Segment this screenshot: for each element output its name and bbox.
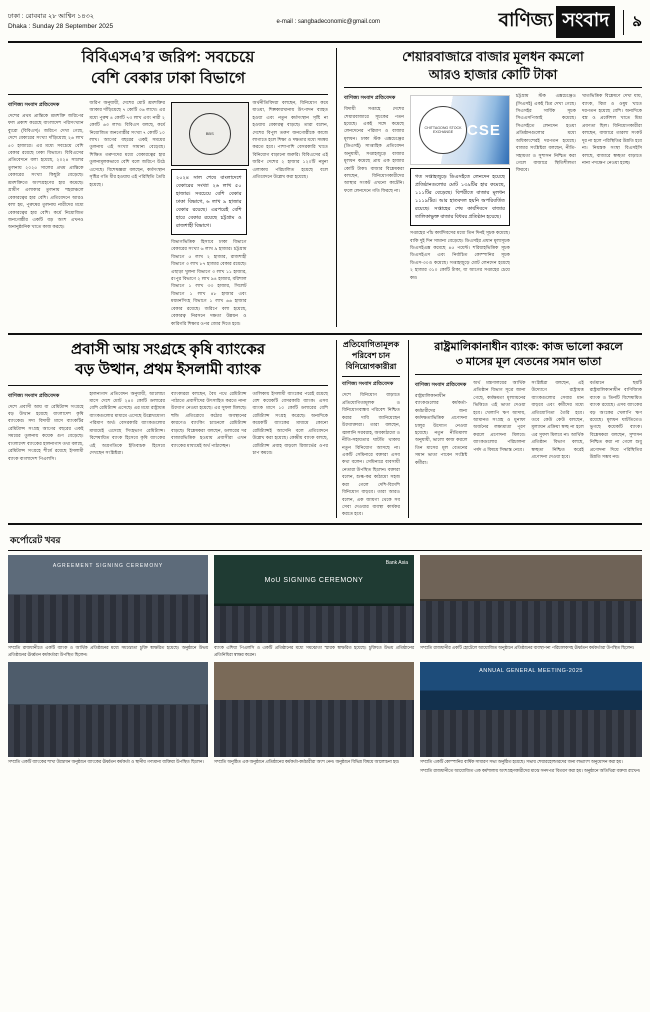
market-body-2: সপ্তাহের পাঁচ কার্যদিবসের মধ্যে তিন দিনই সূচক কমেছে। বাকি দুই দিন সামান্য বেড়েছে। ডিএসইর প্রধান মূল্যসূচক ডিএসইএক্স কমেছে ৪৫ পয়েন্ট। শরিয়াহভিত্তিক সূচক ডিএসইএস এবং নির্বাচিত কোম্পানির সূচক ডিএস-৩০ও কমেছে। সপ্তাহজুড়ে মোট লেনদেন হয়েছে ২ হাজার ৩১০ কোটি টাকা, যা আগের সপ্তাহের চেয়ে কম।: [410, 230, 510, 280]
promotion-headline-line1: প্রতিযোগিতামূলক: [342, 340, 400, 350]
remittance-story: [8, 340, 328, 518]
market-body-4: খাতভিত্তিক বিশ্লেষণে দেখা যায়, ব্যাংক, বিমা ও ওষুধ খাতে দরপতন হয়েছে বেশি। অন্যদিকে বস্ত্র ও প্রকৌশল খাতে মিশ্র প্রবণতা ছিল। বিনিয়োগকারীরা বলছেন, বাজারে তারল্য সংকট দূর না হলে পরিস্থিতির উন্নতি হবে না। নিয়ন্ত্রক সংস্থা বিএসইসি বলছে, বাজারে স্বচ্ছতা বাড়াতে নানা পদক্ষেপ নেওয়া হচ্ছে।: [581, 93, 642, 166]
lead-highlight-box: ২০২৪ সাল শেষে বাংলাদেশে বেকারের সংখ্যা ২৬ লাখ ৫০ হাজার। সবচেয়ে বেশি বেকার ঢাকা বিভাগে, ৬ লাখ ৯ হাজার বেকার রয়েছে। এরপরেই বেশি হারে বেকার রয়েছে চট্টগ্রাম ও রাজশাহী বিভাগে।: [171, 169, 247, 235]
photo-people: [214, 700, 414, 757]
state-bank-story: [408, 340, 642, 518]
corporate-caption-6: সম্প্রতি অনুষ্ঠিত এক অনুষ্ঠানে প্রতিষ্ঠানের কর্মকর্তা-কর্মচারীরা অংশ নেন। অনুষ্ঠানে বিভিন্ন বিষয়ে আলোচনা হয়।: [214, 759, 400, 765]
divider: [8, 385, 328, 386]
market-byline: বাণিজ্য সংবাদ প্রতিবেদক: [344, 95, 396, 102]
remittance-col-4: [253, 390, 329, 463]
remittance-byline: বাণিজ্য সংবাদ প্রতিবেদক: [8, 392, 60, 399]
market-body-1: বিদায়ী সপ্তাহে দেশের শেয়ারবাজারে সূচকের পতন হয়েছে। একই সঙ্গে কমেছে লেনদেনের পরিমাণ ও বাজার মূলধন। ঢাকা স্টক এক্সচেঞ্জের (ডিএসই) সাপ্তাহিক প্রতিবেদন অনুযায়ী, সপ্তাহজুড়ে বাজার মূলধন কমেছে প্রায় এক হাজার কোটি টাকা। বাজার বিশ্লেষকরা বলছেন, বিনিয়োগকারীদের আস্থার সংকট এখনো কাটেনি। ফলে লেনদেনে গতি ফিরছে না।: [344, 106, 405, 193]
corporate-section: [8, 530, 642, 775]
corporate-item-6: [214, 662, 414, 774]
corporate-photo-1: [8, 555, 208, 643]
edition-info: [8, 12, 158, 32]
corporate-item-1: [8, 555, 208, 658]
market-col-3: [516, 92, 576, 281]
state-bank-body-3: সংশ্লিষ্টরা বলছেন, এই উদ্যোগে রাষ্ট্রায়ত্ত ব্যাংকগুলোর সেবার মান বাড়বে এবং কর্মীদের মধ্যে প্রতিযোগিতা তৈরি হবে। তবে কেউ কেউ বলছেন, মূল্যায়ন প্রক্রিয়া স্বচ্ছ না হলে এর সুফল মিলবে না। আর্থিক প্রতিষ্ঠান বিভাগ বলছে, স্বচ্ছতা নিশ্চিত করেই প্রণোদনা দেওয়া হবে।: [531, 379, 584, 460]
market-story: [336, 48, 642, 327]
logo-word-songbad: সংবাদ: [556, 6, 615, 38]
remittance-col-3: [171, 390, 247, 463]
promotion-headline-line2: পরিবেশ চান: [351, 350, 391, 360]
lead-columns: [8, 99, 328, 327]
corporate-caption-4: সম্প্রতি একটি কোম্পানির বার্ষিক সাধারণ সভা অনুষ্ঠিত হয়েছে। সভায় শেয়ারহোল্ডারদের জন্য লভ্যাংশ অনুমোদন করা হয়।: [420, 759, 623, 765]
masthead-logo: [498, 6, 642, 38]
corporate-caption-1: সম্প্রতি রাজধানীতে একটি ব্যাংক ও আর্থিক প্রতিষ্ঠানের মধ্যে সমঝোতা চুক্তি স্বাক্ষরিত হয়েছে। অনুষ্ঠানে উভয় প্রতিষ্ঠানের ঊর্ধ্বতন কর্মকর্তারা উপস্থিত ছিলেন।: [8, 644, 208, 657]
state-bank-columns: [415, 379, 642, 466]
corporate-photo-4: [420, 662, 642, 757]
remittance-col-2: [90, 390, 166, 463]
market-body-3: চট্টগ্রাম স্টক এক্সচেঞ্জেও (সিএসই) একই চিত্র দেখা গেছে। সিএসইর সার্বিক সূচক সিএএসপিআই কমেছে। সিএসইতে লেনদেন হওয়া প্রতিষ্ঠানগুলোর মধ্যে অধিকাংশেরই দরপতন হয়েছে। বাজার সংশ্লিষ্টরা বলছেন, নীতি-সহায়তা ও সুশাসন নিশ্চিত করা গেলে বাজারে স্থিতিশীলতা ফিরবে।: [515, 93, 576, 173]
corporate-photo-2: [214, 555, 414, 643]
remittance-col-1: [8, 390, 84, 463]
bbs-seal-icon: BBS: [189, 113, 231, 155]
remittance-body-1: দেশে প্রবাসী আয় বা রেমিট্যান্স সংগ্রহে বড় উত্থান হয়েছে বাংলাদেশ কৃষি ব্যাংকের। সদ্য বিদায়ী মাসে ব্যাংকটির রেমিট্যান্স সংগ্রহ আগের বছরের একই সময়ের তুলনায় কয়েক গুণ বেড়েছে। বাংলাদেশ ব্যাংকের হালনাগাদ তথ্য বলছে, রেমিট্যান্স সংগ্রহে শীর্ষে রয়েছে ইসলামী ব্যাংক বাংলাদেশ পিএলসি।: [8, 403, 84, 461]
lead-story: [8, 48, 328, 327]
remittance-body-4: তালিকায় ইসলামী ব্যাংকের পরেই রয়েছে বেশ কয়েকটি বেসরকারি ব্যাংক। এসব ব্যাংক মাসে ১০ কোটি ডলারের বেশি রেমিট্যান্স সংগ্রহ করেছে। অন্যদিকে কয়েকটি ব্যাংকের মাধ্যমে কোনো রেমিট্যান্সই আসেনি বলে প্রতিবেদনে উল্লেখ করা হয়েছে। কেন্দ্রীয় ব্যাংক বলছে, রেমিট্যান্স প্রবাহ বাড়লে রিজার্ভের ওপর চাপ কমবে।: [252, 390, 328, 456]
remittance-body-3: ব্যাংকাররা বলছেন, বৈধ পথে রেমিট্যান্স পাঠাতে প্রবাসীদের উৎসাহিত করতে নানা উদ্যোগ নেওয়া হয়েছে। এর সুফল মিলছে। হুন্ডি প্রতিরোধে কঠোর অবস্থানের কারণেও ব্যাংকিং চ্যানেলে রেমিট্যান্স বাড়ছে। বিশ্লেষকরা বলছেন, ডলারের দর বাজারভিত্তিক হওয়ায় প্রবাসীরা এখন ব্যাংকের মাধ্যমেই অর্থ পাঠাচ্ছেন।: [171, 390, 247, 448]
corporate-photo-3: [420, 555, 642, 643]
masthead-email: e-mail : sangbadeconomic@gmail.com: [276, 19, 380, 25]
market-col-1: [344, 92, 404, 281]
state-bank-headline-line2: ৩ মাসের মূল বেতনের সমান ভাতা: [455, 355, 602, 368]
state-bank-col-2: [473, 379, 525, 466]
page-number: ৯: [623, 10, 642, 35]
market-headline-line2: আরও হাজার কোটি টাকা: [428, 66, 558, 82]
corporate-caption-3: সম্প্রতি রাজধানীর একটি হোটেলে আয়োজিত অনুষ্ঠানে প্রতিষ্ঠানের ব্যবস্থাপনা পরিচালকসহ ঊর্ধ্বতন কর্মকর্তারা উপস্থিত ছিলেন।: [420, 644, 635, 650]
promotion-body: দেশে বিনিয়োগ বাড়াতে প্রতিযোগিতামূলক ও বিনিয়োগবান্ধব পরিবেশ নিশ্চিত করার দাবি জানিয়েছেন উদ্যোক্তারা। তারা বলছেন, জ্বালানি সরবরাহ, অবকাঠামো ও নীতি-সহায়তার ঘাটতি থাকায় নতুন বিনিয়োগ আসছে না। একটি সেমিনারে বক্তারা এসব কথা বলেন। সেমিনারে ব্যবসায়ী নেতারা উপস্থিত ছিলেন। বক্তারা বলেন, শুল্ক-কর কাঠামো সহজ করা গেলে দেশি-বিদেশি বিনিয়োগ বাড়বে। তারা আরও বলেন, এক জায়গা থেকে সব সেবা দেওয়ার ব্যবস্থা কার্যকর করতে হবে।: [342, 392, 400, 517]
corporate-photo-4-overlay: ANNUAL GENERAL MEETING-2025: [479, 668, 583, 675]
corporate-caption-7: সম্প্রতি রাজধানীতে আয়োজিত এক কর্মশালায় অংশগ্রহণকারীদের মাঝে সনদপত্র বিতরণ করা হয়। অনুষ্ঠানে অতিথিরা বক্তব্য রাখেন।: [420, 767, 641, 773]
top-section: [8, 48, 642, 327]
state-bank-col-3: [532, 379, 584, 466]
logo-word-banijjo: বাণিজ্য: [498, 10, 553, 31]
market-highlight-box: গত সপ্তাহজুড়ে ডিএসইতে লেনদেন হয়েছে প্রতিষ্ঠানগুলোর মোট ১৩৯টির হার কমেছে, ১১১টির বেড়েছে। বিপরীতে বাজার মূলধন ১১১৯টির। আর হাতবদল হয়নি অপরিবর্তিত রয়েছে। সপ্তাহের শেষ কার্যদিবসে বাজার তালিকাভুক্ত বাজার বিধবর প্রতিষ্ঠান হয়েছে।: [410, 168, 510, 226]
corporate-photo-2-brand: Bank Asia: [385, 559, 408, 566]
lead-col-1: [8, 99, 84, 327]
lead-body-2: জরিপ অনুযায়ী, দেশের মোট শ্রমশক্তির আকার দাঁড়িয়েছে ৭ কোটি ৩৬ লাখে। এর মধ্যে পুরুষ ৪ কোটি ৭৩ লাখ এবং নারী ২ কোটি ৬৩ লাখ। বিবিএস বলছে, কর্মে নিয়োজিত জনগোষ্ঠীর সংখ্যা ৭ কোটি ১০ লাখ। আগের বছরের একই সময়ের তুলনায় এই সংখ্যা সামান্য বেড়েছে। শিক্ষিত তরুণদের মধ্যে বেকারত্বের হার তুলনামূলকভাবে বেশি বলে জরিপে উঠে এসেছে। বিশেষজ্ঞরা বলছেন, কর্মসংস্থান সৃষ্টির গতি ধীর হওয়ায় এই পরিস্থিতি তৈরি হয়েছে।: [89, 99, 165, 187]
corporate-photo-6: [214, 662, 414, 757]
divider: [344, 87, 642, 88]
lead-headline-line2: বেশি বেকার ঢাকা বিভাগে: [90, 69, 246, 87]
market-headline-line1: শেয়ারবাজারে বাজার মূলধন কমলো: [402, 49, 584, 64]
state-bank-col-1: [415, 379, 467, 466]
lead-byline: বাণিজ্য সংবাদ প্রতিবেদক: [8, 101, 60, 108]
lead-body-3: বিভাগভিত্তিক হিসাবে ঢাকা বিভাগে বেকারের সংখ্যা ৬ লাখ ৯ হাজার। চট্টগ্রাম বিভাগে ৫ লাখ ২ হাজার, রাজশাহী বিভাগে ৩ লাখ ৮৭ হাজার বেকার রয়েছে। এছাড়া খুলনা বিভাগে ৩ লাখ ১১ হাজার, রংপুর বিভাগে ২ লাখ ৯৪ হাজার, বরিশাল বিভাগে ১ লাখ ৩৩ হাজার, সিলেট বিভাগে ১ লাখ ৪৮ হাজার এবং ময়মনসিংহ বিভাগে ১ লাখ ৬৬ হাজার বেকার রয়েছে। জরিপে বলা হয়েছে, বেকারত্ব নিরসনে দক্ষতা উন্নয়ন ও কারিগরি শিক্ষার ওপর জোর দিতে হবে।: [171, 238, 247, 326]
state-bank-body-4: বর্তমানে ছয়টি রাষ্ট্রমালিকানাধীন বাণিজ্যিক ব্যাংক ও তিনটি বিশেষায়িত ব্যাংক রয়েছে। এসব ব্যাংকের বড় অংকের খেলাপি ঋণ রয়েছে। মূলধন ঘাটতিতেও ভুগছে কয়েকটি ব্যাংক। বিশ্লেষকরা বলছেন, সুশাসন নিশ্চিত করা না গেলে শুধু প্রণোদনা দিয়ে পরিস্থিতির উন্নতি সম্ভব নয়।: [589, 379, 642, 460]
market-col-4: [582, 92, 642, 281]
corporate-caption-2: ব্যাংক এশিয়া পিএলসি ও একটি প্রতিষ্ঠানের মধ্যে সমঝোতা স্মারক স্বাক্ষরিত হয়েছে। চুক্তিতে উভয় প্রতিষ্ঠানের প্রতিনিধিরা স্বাক্ষর করেন।: [214, 644, 414, 657]
corporate-item-3: [420, 555, 642, 658]
photo-people: [420, 710, 642, 758]
lead-body-1: দেশের প্রথম প্রান্তিকে শ্রমশক্তি জরিপের ফল প্রকাশ করেছে বাংলাদেশ পরিসংখ্যান ব্যুরো (বিবিএস)। জরিপে দেখা গেছে, দেশে বেকারের সংখ্যা দাঁড়িয়েছে ২৬ লাখ ৫০ হাজারে। এর মধ্যে সবচেয়ে বেশি বেকার রয়েছে ঢাকা বিভাগে। বিবিএসের প্রতিবেদনে বলা হয়েছে, ২০২৪ সালের তুলনায় ২০২৫ সালের প্রথম প্রান্তিকে বেকারের সংখ্যা কিছুটা বেড়েছে। শ্রমশক্তিতে অংশগ্রহণের হার কমেছে। গ্রামীণ এলাকার তুলনায় শহরাঞ্চলে বেকারত্বের হার বেশি। প্রতিবেদনে আরও বলা হয়, পুরুষের তুলনায় নারীদের মধ্যে বেকারত্বের হার বেশি। কর্মে নিয়োজিত জনগোষ্ঠীর একটি বড় অংশ এখনও অনানুষ্ঠানিক খাতে কাজ করছে।: [8, 112, 84, 230]
photo-people: [8, 705, 208, 757]
state-bank-headline-line1: রাষ্ট্রমালিকানাধীন ব্যাংক: কাজ ভালো করলে: [434, 341, 623, 354]
promotion-story: [336, 340, 400, 518]
lead-col-3: [171, 99, 247, 327]
corporate-caption-5: সম্প্রতি একটি ব্যাংকের শাখা উদ্বোধন অনুষ্ঠানে ব্যাংকের ঊর্ধ্বতন কর্মকর্তা ও স্থানীয় গণ্যমান্য ব্যক্তিরা উপস্থিত ছিলেন।: [8, 759, 204, 765]
bbs-emblem-photo: [171, 102, 249, 166]
corporate-section-title: কর্পোরেট খবর: [10, 534, 61, 545]
divider: [8, 523, 642, 525]
corporate-item-4: [420, 662, 642, 774]
corporate-item-2: [214, 555, 414, 658]
photo-people: [214, 606, 414, 643]
promotion-headline-line3: বিনিয়োগকারীরা: [345, 361, 397, 371]
remittance-columns: [8, 390, 328, 463]
state-bank-byline: বাণিজ্য সংবাদ প্রতিবেদক: [415, 381, 467, 388]
divider: [8, 333, 642, 335]
masthead: [8, 6, 642, 43]
middle-section: [8, 340, 642, 518]
remittance-body-2: হালনাগাদ প্রতিবেদন অনুযায়ী, আলোচ্য মাসে দেশে মোট ২৪০ কোটি ডলারের বেশি রেমিট্যান্স এসেছে। এর মধ্যে রাষ্ট্রায়ত্ত ব্যাংকগুলোর মাধ্যমে এসেছে উল্লেখযোগ্য পরিমাণ অর্থ। বেসরকারি ব্যাংকগুলোর মাধ্যমেই এসেছে সিংহভাগ রেমিট্যান্স। বিশেষায়িত ব্যাংক হিসেবে কৃষি ব্যাংকের এই অগ্রগতিকে ইতিবাচক হিসেবে দেখছেন সংশ্লিষ্টরা।: [89, 390, 165, 456]
corporate-photo-5: [8, 662, 208, 757]
cse-seal-icon: CHITTAGONG STOCK EXCHANGE: [419, 106, 467, 154]
promotion-byline: বাণিজ্য সংবাদ প্রতিবেদক: [342, 381, 394, 388]
edition-date-bn: ঢাকা : রোববার ২৮ আশ্বিন ১৪৩২: [8, 13, 94, 21]
corporate-photo-1-overlay: AGREEMENT SIGNING CEREMONY: [52, 562, 164, 569]
lead-headline-line1: বিবিএসএ’র জরিপ: সবচেয়ে: [81, 49, 255, 66]
edition-date-en: Dhaka : Sunday 28 September 2025: [8, 23, 114, 30]
market-columns: [344, 92, 642, 281]
corporate-row-2: [8, 662, 642, 774]
lead-col-2: [90, 99, 166, 327]
remittance-headline-line2: বড় উত্থান, প্রথম ইসলামী ব্যাংক: [75, 361, 261, 379]
divider: [8, 94, 328, 95]
photo-people: [420, 601, 642, 643]
photo-people: [8, 595, 208, 643]
state-bank-col-4: [590, 379, 642, 466]
lead-body-4: অর্থনীতিবিদরা বলছেন, বিনিয়োগ কমে যাওয়া, শিল্পকারখানায় উৎপাদন ব্যাহত হওয়া এবং নতুন কর্মসংস্থান সৃষ্টি না হওয়ায় বেকারত্ব বাড়ছে। তারা বলেন, দেশের বিপুল তরুণ জনগোষ্ঠীকে কাজে লাগাতে হলে শিক্ষা ও দক্ষতার মধ্যে সমন্বয় করতে হবে। পাশাপাশি বেসরকারি খাতে বিনিয়োগ বাড়ানো জরুরি। বিবিএসের এই জরিপ দেশের ২ হাজার ১২০টি নমুনা এলাকায় পরিচালিত হয়েছে বলে প্রতিবেদনে উল্লেখ করা হয়েছে।: [252, 99, 328, 180]
market-col-2: [410, 92, 510, 281]
divider: [342, 376, 400, 377]
divider: [415, 374, 642, 375]
corporate-item-5: [8, 662, 208, 774]
divider: [8, 550, 642, 551]
cse-banner-photo: [410, 95, 510, 165]
corporate-photo-2-overlay: MoU SIGNING CEREMONY: [264, 576, 364, 584]
cse-logo-text: CSE: [467, 121, 501, 139]
state-bank-body-2: অর্থ মন্ত্রণালয়ের আর্থিক প্রতিষ্ঠান বিভাগ সূত্রে জানা গেছে, কর্মক্ষমতা মূল্যায়নের ভিত্তিতে এই ভাতা দেওয়া হবে। খেলাপি ঋণ আদায়, আমানত সংগ্রহ ও মুনাফা অর্জনের লক্ষ্যমাত্রা পূরণ করলে প্রণোদনা মিলবে। ব্যাংকগুলোর পরিচালনা পর্ষদ এ বিষয়ে সিদ্ধান্ত নেবে।: [473, 379, 526, 452]
state-bank-body-1: রাষ্ট্রমালিকানাধীন ব্যাংকগুলোর কর্মকর্তা-কর্মচারীদের জন্য কর্মদক্ষতাভিত্তিক প্রণোদনা চালুর উদ্যোগ নেওয়া হয়েছে। নতুন নীতিমালা অনুযায়ী, ভালো কাজ করলে তিন মাসের মূল বেতনের সমান ভাতা পাবেন সংশ্লিষ্ট কর্মীরা।: [415, 392, 468, 465]
corporate-row-1: [8, 555, 642, 658]
lead-col-4: [253, 99, 329, 327]
remittance-headline-line1: প্রবাসী আয় সংগ্রহে কৃষি ব্যাংকের: [71, 341, 265, 359]
